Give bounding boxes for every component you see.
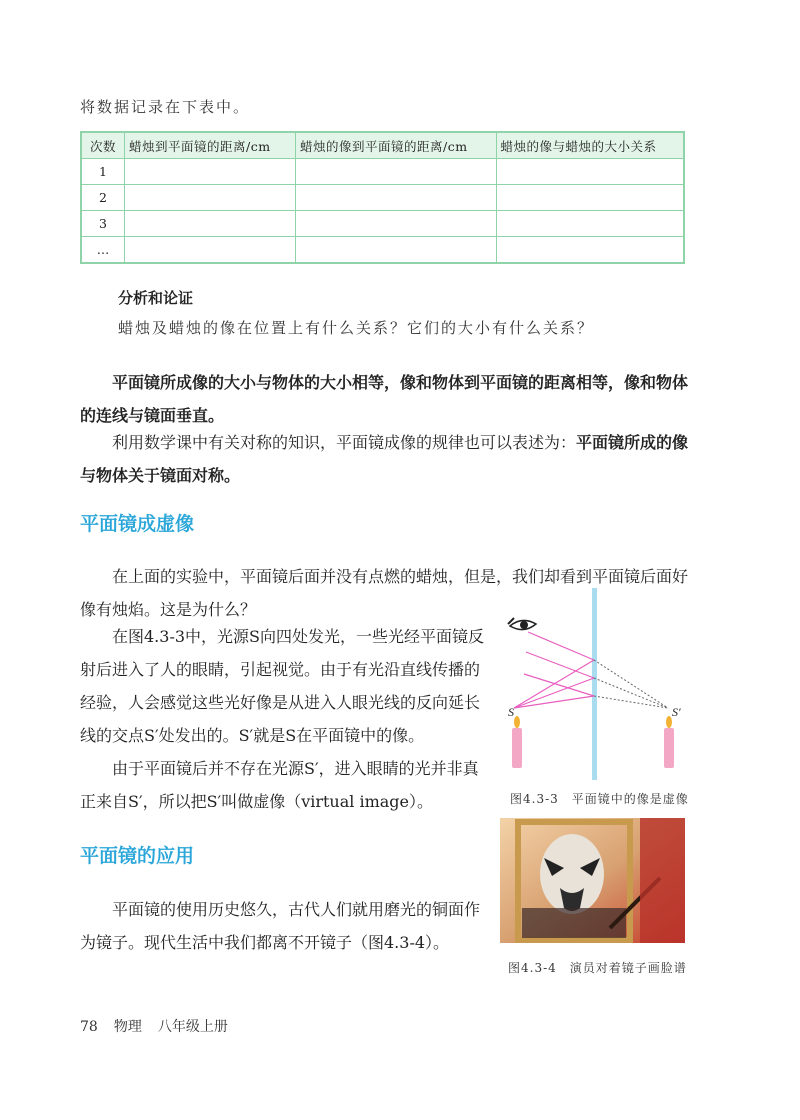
table-row [81, 237, 684, 264]
virtual-image-diagram [500, 588, 700, 780]
section1-text-1: 在上面的实验中，平面镜后面并没有点燃的蜡烛，但是，我们却看到平面镜后面好像有烛焰。这是为什么？ [80, 567, 689, 619]
section2-paragraph [80, 893, 480, 959]
label-s: S [508, 705, 514, 719]
figure-caption-2: 图4.3-4 演员对着镜子画脸谱 [508, 961, 687, 975]
footer-grade: 八年级上册 [157, 1019, 228, 1035]
table-cell [125, 185, 296, 211]
table-cell: 3 [81, 211, 125, 237]
page-footer [80, 1016, 244, 1036]
symmetry-bold: 平面镜所成的像与物体关于镜面对称。 [80, 433, 689, 485]
section-title-virtual-image: 平面镜成虚像 [80, 513, 195, 535]
table-cell [296, 185, 497, 211]
table-cell: … [81, 237, 125, 264]
extension-lines [594, 660, 668, 708]
table-cell [496, 237, 684, 264]
table-header-cell: 蜡烛的像到平面镜的距离/cm [296, 132, 497, 159]
symmetry-paragraph [80, 426, 692, 492]
data-table [80, 131, 685, 264]
table-cell [125, 159, 296, 185]
eye-icon [508, 618, 536, 630]
table-header-cell: 次数 [81, 132, 125, 159]
conclusion-text [80, 366, 692, 432]
label-s-prime: S′ [672, 705, 681, 719]
section1-text-2: 在图4.3-3中，光源S向四处发光，一些光经平面镜反射后进入了人的眼睛，引起视觉。由于有光沿直线传播的经验，人会感觉这些光好像是从进入人眼光线的反向延长线的交点S′处发出的。S′就是S在平面镜中的像。 [80, 627, 484, 745]
section1-paragraph-3 [80, 752, 488, 818]
section1-text-3: 由于平面镜后并不存在光源S′，进入眼睛的光并非真正来自S′，所以把S′叫做虚像（virtual image）。 [80, 759, 479, 811]
section2-text: 平面镜的使用历史悠久，古代人们就用磨光的铜面作为镜子。现代生活中我们都离不开镜子（图4.3-4）。 [80, 900, 481, 952]
table-cell [496, 159, 684, 185]
analysis-question: 蜡烛及蜡烛的像在位置上有什么关系？它们的大小有什么关系？ [118, 319, 595, 337]
analysis-heading: 分析和论证 [118, 289, 194, 307]
figure-caption-1: 图4.3-3 平面镜中的像是虚像 [510, 792, 689, 806]
candle-image-icon [664, 716, 674, 768]
table-row [81, 211, 684, 237]
mirror-makeup-photo [500, 818, 685, 943]
table-header-cell: 蜡烛的像与蜡烛的大小关系 [496, 132, 684, 159]
conclusion-sentence: 平面镜所成像的大小与物体的大小相等，像和物体到平面镜的距离相等，像和物体的连线与镜面垂直。 [80, 373, 689, 425]
table-row [81, 159, 684, 185]
table-header-row [81, 132, 684, 159]
table-cell [296, 159, 497, 185]
table-cell [296, 211, 497, 237]
mirror [592, 588, 597, 780]
section-title-applications: 平面镜的应用 [80, 845, 195, 867]
table-row [81, 185, 684, 211]
symmetry-wrap [80, 426, 692, 492]
intro-text: 将数据记录在下表中。 [80, 98, 251, 116]
page-number: 78 [80, 1019, 98, 1035]
table-cell [496, 185, 684, 211]
table-header-cell: 蜡烛到平面镜的距离/cm [125, 132, 296, 159]
table-cell [125, 211, 296, 237]
table-cell [296, 237, 497, 264]
light-rays [514, 632, 594, 708]
table-cell: 1 [81, 159, 125, 185]
candle-icon [512, 716, 522, 768]
symmetry-lead: 利用数学课中有关对称的知识，平面镜成像的规律也可以表述为： [112, 433, 577, 452]
table-cell [496, 211, 684, 237]
table-cell [125, 237, 296, 264]
footer-subject: 物理 [113, 1019, 142, 1035]
section1-paragraph-2 [80, 620, 488, 752]
table-cell: 2 [81, 185, 125, 211]
